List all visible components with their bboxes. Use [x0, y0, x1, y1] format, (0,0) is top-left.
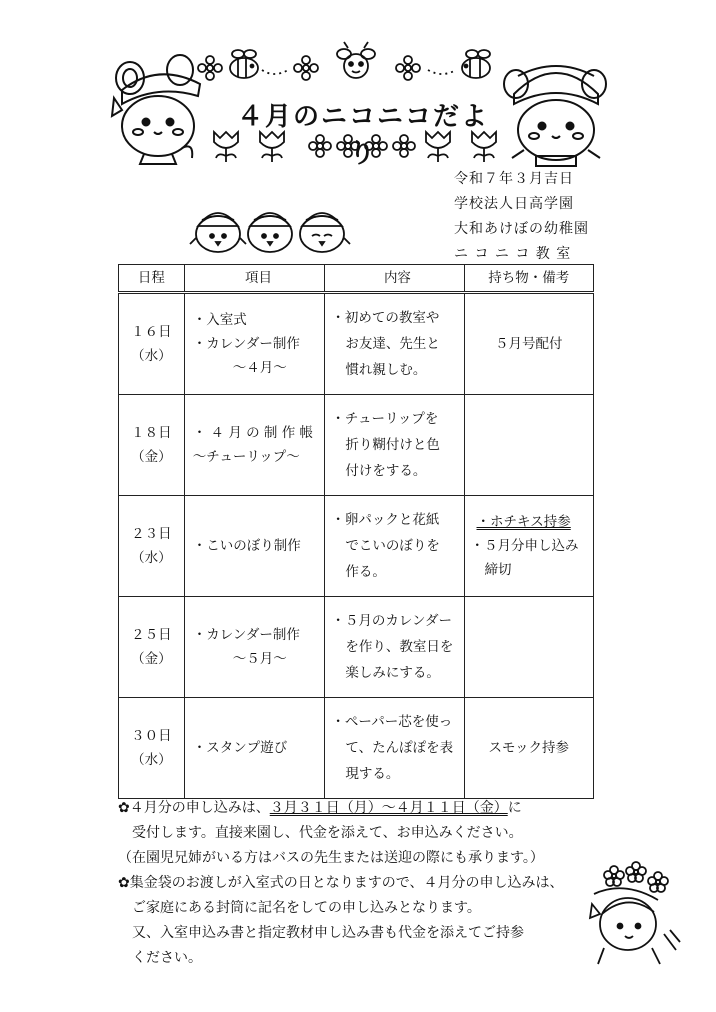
- content-cell: ・卵パックと花紙 でこいのぼりを 作る。: [325, 496, 464, 597]
- table-row: [119, 597, 594, 698]
- bee-icon: [230, 50, 258, 78]
- bee-icon: [462, 50, 490, 78]
- note-line: ✿集金袋のお渡しが入室式の日となりますので、４月分の申し込みは、: [118, 875, 564, 891]
- date-cell: ２５日 （金）: [119, 597, 185, 698]
- item-cell: ・カレンダー制作 ～５月～: [184, 597, 325, 698]
- chick-icon: [248, 213, 292, 252]
- classroom-name: ニ コ ニ コ 教 室: [454, 246, 572, 262]
- date-cell: １６日 （水）: [119, 293, 185, 395]
- cherry-blossom-icon: [626, 862, 646, 882]
- item-cell: ・スタンプ遊び: [184, 698, 325, 799]
- date-cell: ２３日 （水）: [119, 496, 185, 597]
- note-line: ✿４月分の申し込みは、３月３１日（月）～４月１１日（金）に: [118, 800, 522, 816]
- item-cell: ・こいのぼり制作: [184, 496, 325, 597]
- date-cell: １８日 （金）: [119, 395, 185, 496]
- cherry-blossom-icon: [648, 872, 668, 892]
- bee-garland-illustration: [196, 44, 516, 88]
- header-notes: 持ち物・備考: [464, 265, 594, 293]
- notes-section: [118, 796, 598, 971]
- content-cell: ・初めての教室や お友達、先生と 慣れ親しむ。: [325, 293, 464, 395]
- note-line: 又、入室申込み書と指定教材申し込み書も代金を添えてご持参: [132, 925, 524, 941]
- table-row: [119, 293, 594, 395]
- school-name: 学校法人日高学園: [454, 196, 574, 212]
- issuer-block: [440, 168, 600, 264]
- schedule-table: [118, 264, 594, 799]
- note-line: 受付します。直接来園し、代金を添えて、お申込みください。: [132, 825, 523, 841]
- notes-cell: [464, 597, 594, 698]
- chicks-illustration: [190, 198, 350, 258]
- chick-icon: [190, 213, 246, 252]
- kindergarten-name: 大和あけぼの幼稚園: [454, 221, 589, 237]
- date-cell: ３０日 （水）: [119, 698, 185, 799]
- notes-cell: ・ホチキス持参 ・５月分申し込み 締切: [464, 496, 594, 597]
- table-row: [119, 496, 594, 597]
- header-date: 日程: [119, 265, 185, 293]
- notes-cell: [464, 395, 594, 496]
- note-line: ください。: [132, 950, 202, 966]
- application-period: ３月３１日（月）～４月１１日（金）: [269, 800, 508, 816]
- notes-cell: ５月号配付: [464, 293, 594, 395]
- note-line: ご家庭にある封筒に記名をしての申し込みとなります。: [132, 900, 481, 916]
- flower-icon: [396, 56, 420, 80]
- issue-date: 令和７年３月吉日: [454, 171, 574, 187]
- header-content: 内容: [325, 265, 464, 293]
- note-line: （在園児兄姉がいる方はバスの先生または送迎の際にも承ります。）: [118, 850, 544, 866]
- chick-icon: [300, 213, 350, 252]
- bee-icon: [337, 42, 375, 78]
- table-row: [119, 698, 594, 799]
- header-item: 項目: [184, 265, 325, 293]
- content-cell: ・チューリップを 折り糊付けと色 付けをする。: [325, 395, 464, 496]
- flower-icon: [294, 56, 318, 80]
- table-row: [119, 395, 594, 496]
- cherry-blossom-icon: [604, 866, 624, 886]
- cherry-blossom-girl-illustration: [588, 864, 684, 968]
- flower-icon: [198, 56, 222, 80]
- content-cell: ・ペーパー芯を使っ て、たんぽぽを表 現する。: [325, 698, 464, 799]
- table-header-row: [119, 265, 594, 293]
- content-cell: ・５月のカレンダー を作り、教室日を 楽しみにする。: [325, 597, 464, 698]
- notes-cell: スモック持参: [464, 698, 594, 799]
- newsletter-title: ４月のニコニコだより: [236, 102, 489, 169]
- item-cell: ・入室式 ・カレンダー制作 ～４月～: [184, 293, 325, 395]
- item-cell: ・ ４ 月 の 制 作 帳 ～チューリップ～: [184, 395, 325, 496]
